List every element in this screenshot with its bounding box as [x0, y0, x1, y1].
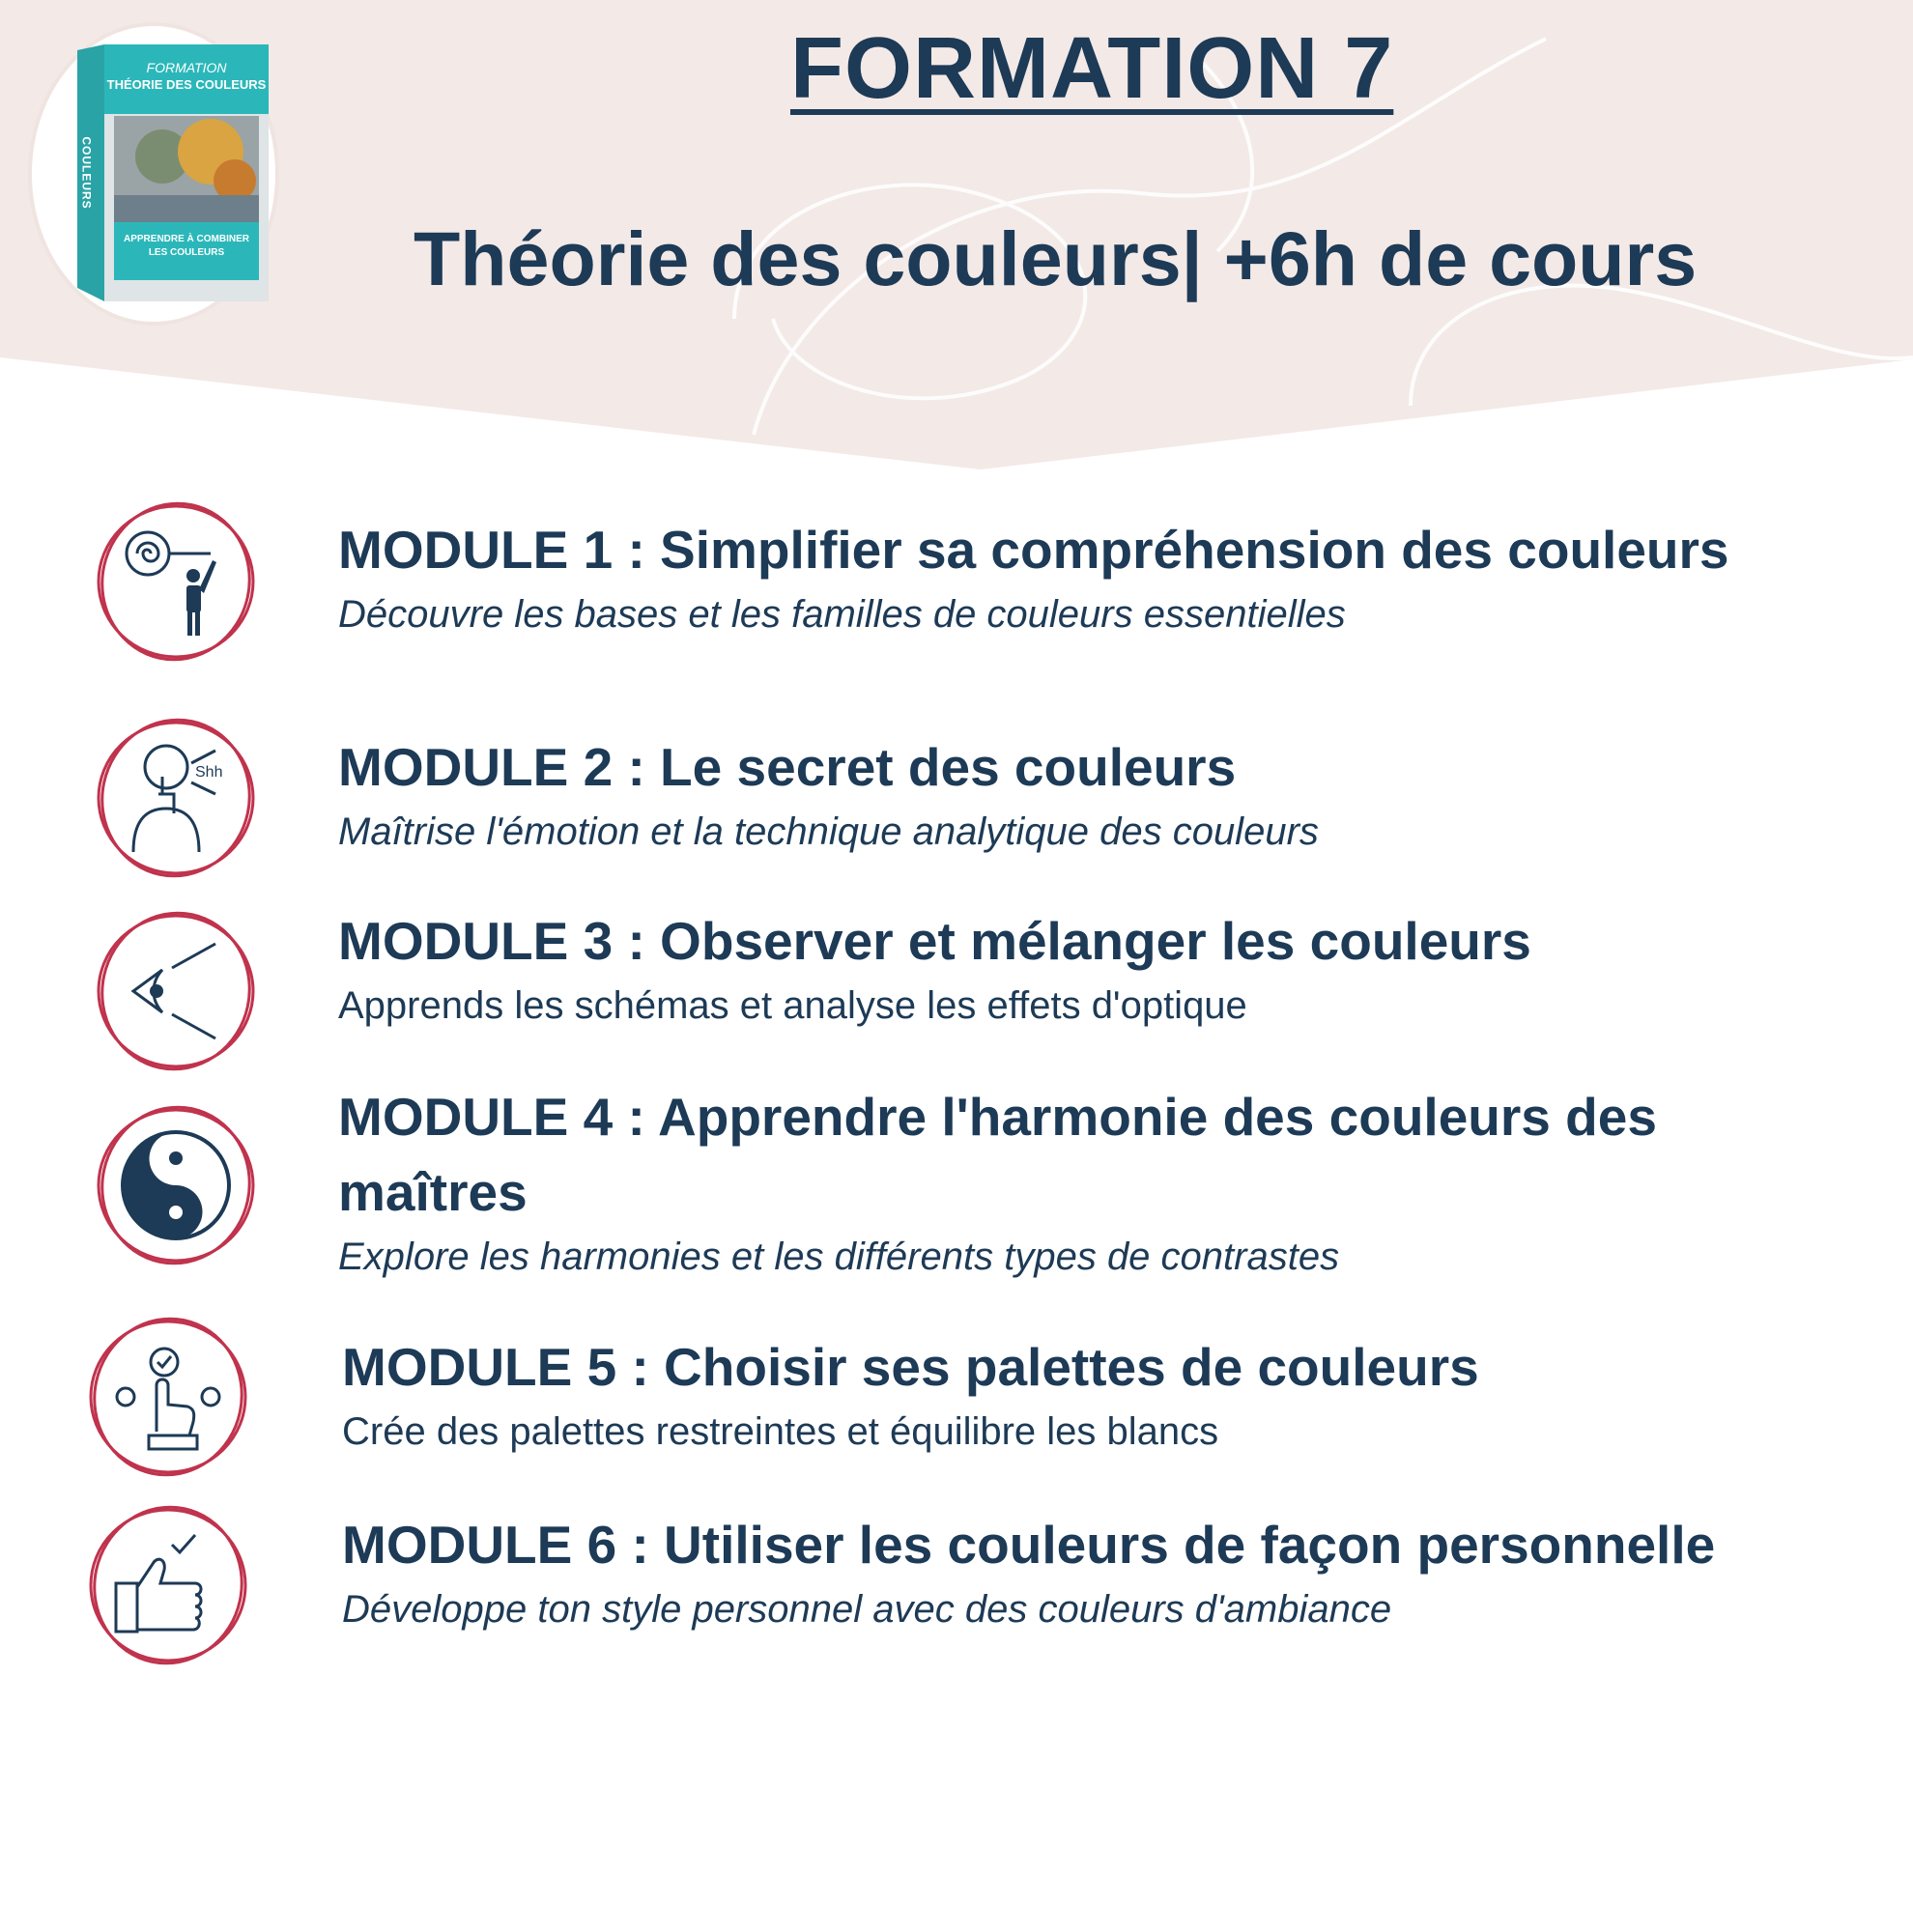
whisper-shh-icon: [95, 717, 257, 879]
module-title: MODULE 5 : Choisir ses palettes de couleurs: [342, 1337, 1479, 1397]
module-description: Explore les harmonies et les différents types de contrastes: [338, 1236, 1340, 1278]
module-title: MODULE 3 : Observer et mélanger les couleurs: [338, 911, 1531, 971]
module-description: Développe ton style personnel avec des couleurs d'ambiance: [342, 1588, 1392, 1631]
course-product-box: [27, 21, 280, 328]
presenter-icon: [95, 500, 257, 663]
box-side-label: COULEURS: [79, 136, 94, 210]
module-description: Apprends les schémas et analyse les effets d'optique: [338, 984, 1247, 1027]
thumbs-up-icon: [87, 1504, 249, 1666]
module-title: MODULE 2 : Le secret des couleurs: [338, 737, 1237, 797]
module-description: Maîtrise l'émotion et la technique analytique des couleurs: [338, 810, 1319, 853]
module-title-line1: MODULE 4 : Apprendre l'harmonie des couleurs des: [338, 1087, 1657, 1147]
eye-icon: [95, 910, 257, 1072]
yin-yang-icon: [95, 1104, 257, 1266]
box-name: THÉORIE DES COULEURS: [106, 77, 267, 92]
module-description: Découvre les bases et les familles de couleurs essentielles: [338, 593, 1346, 636]
page-title: FORMATION 7: [790, 20, 1394, 117]
hand-select-icon: [87, 1316, 249, 1478]
module-title-line2: maîtres: [338, 1162, 528, 1222]
module-title: MODULE 6 : Utiliser les couleurs de façon personnelle: [342, 1515, 1716, 1575]
shh-label: Shh: [195, 764, 223, 781]
module-description: Crée des palettes restreintes et équilibre les blancs: [342, 1410, 1219, 1453]
page-subtitle: Théorie des couleurs| +6h de cours: [414, 215, 1698, 301]
box-tagline-2: LES COULEURS: [148, 247, 225, 258]
module-title: MODULE 1 : Simplifier sa compréhension des couleurs: [338, 520, 1729, 580]
box-tagline-1: APPRENDRE À COMBINER: [123, 234, 249, 244]
box-top-label: FORMATION: [146, 60, 227, 75]
